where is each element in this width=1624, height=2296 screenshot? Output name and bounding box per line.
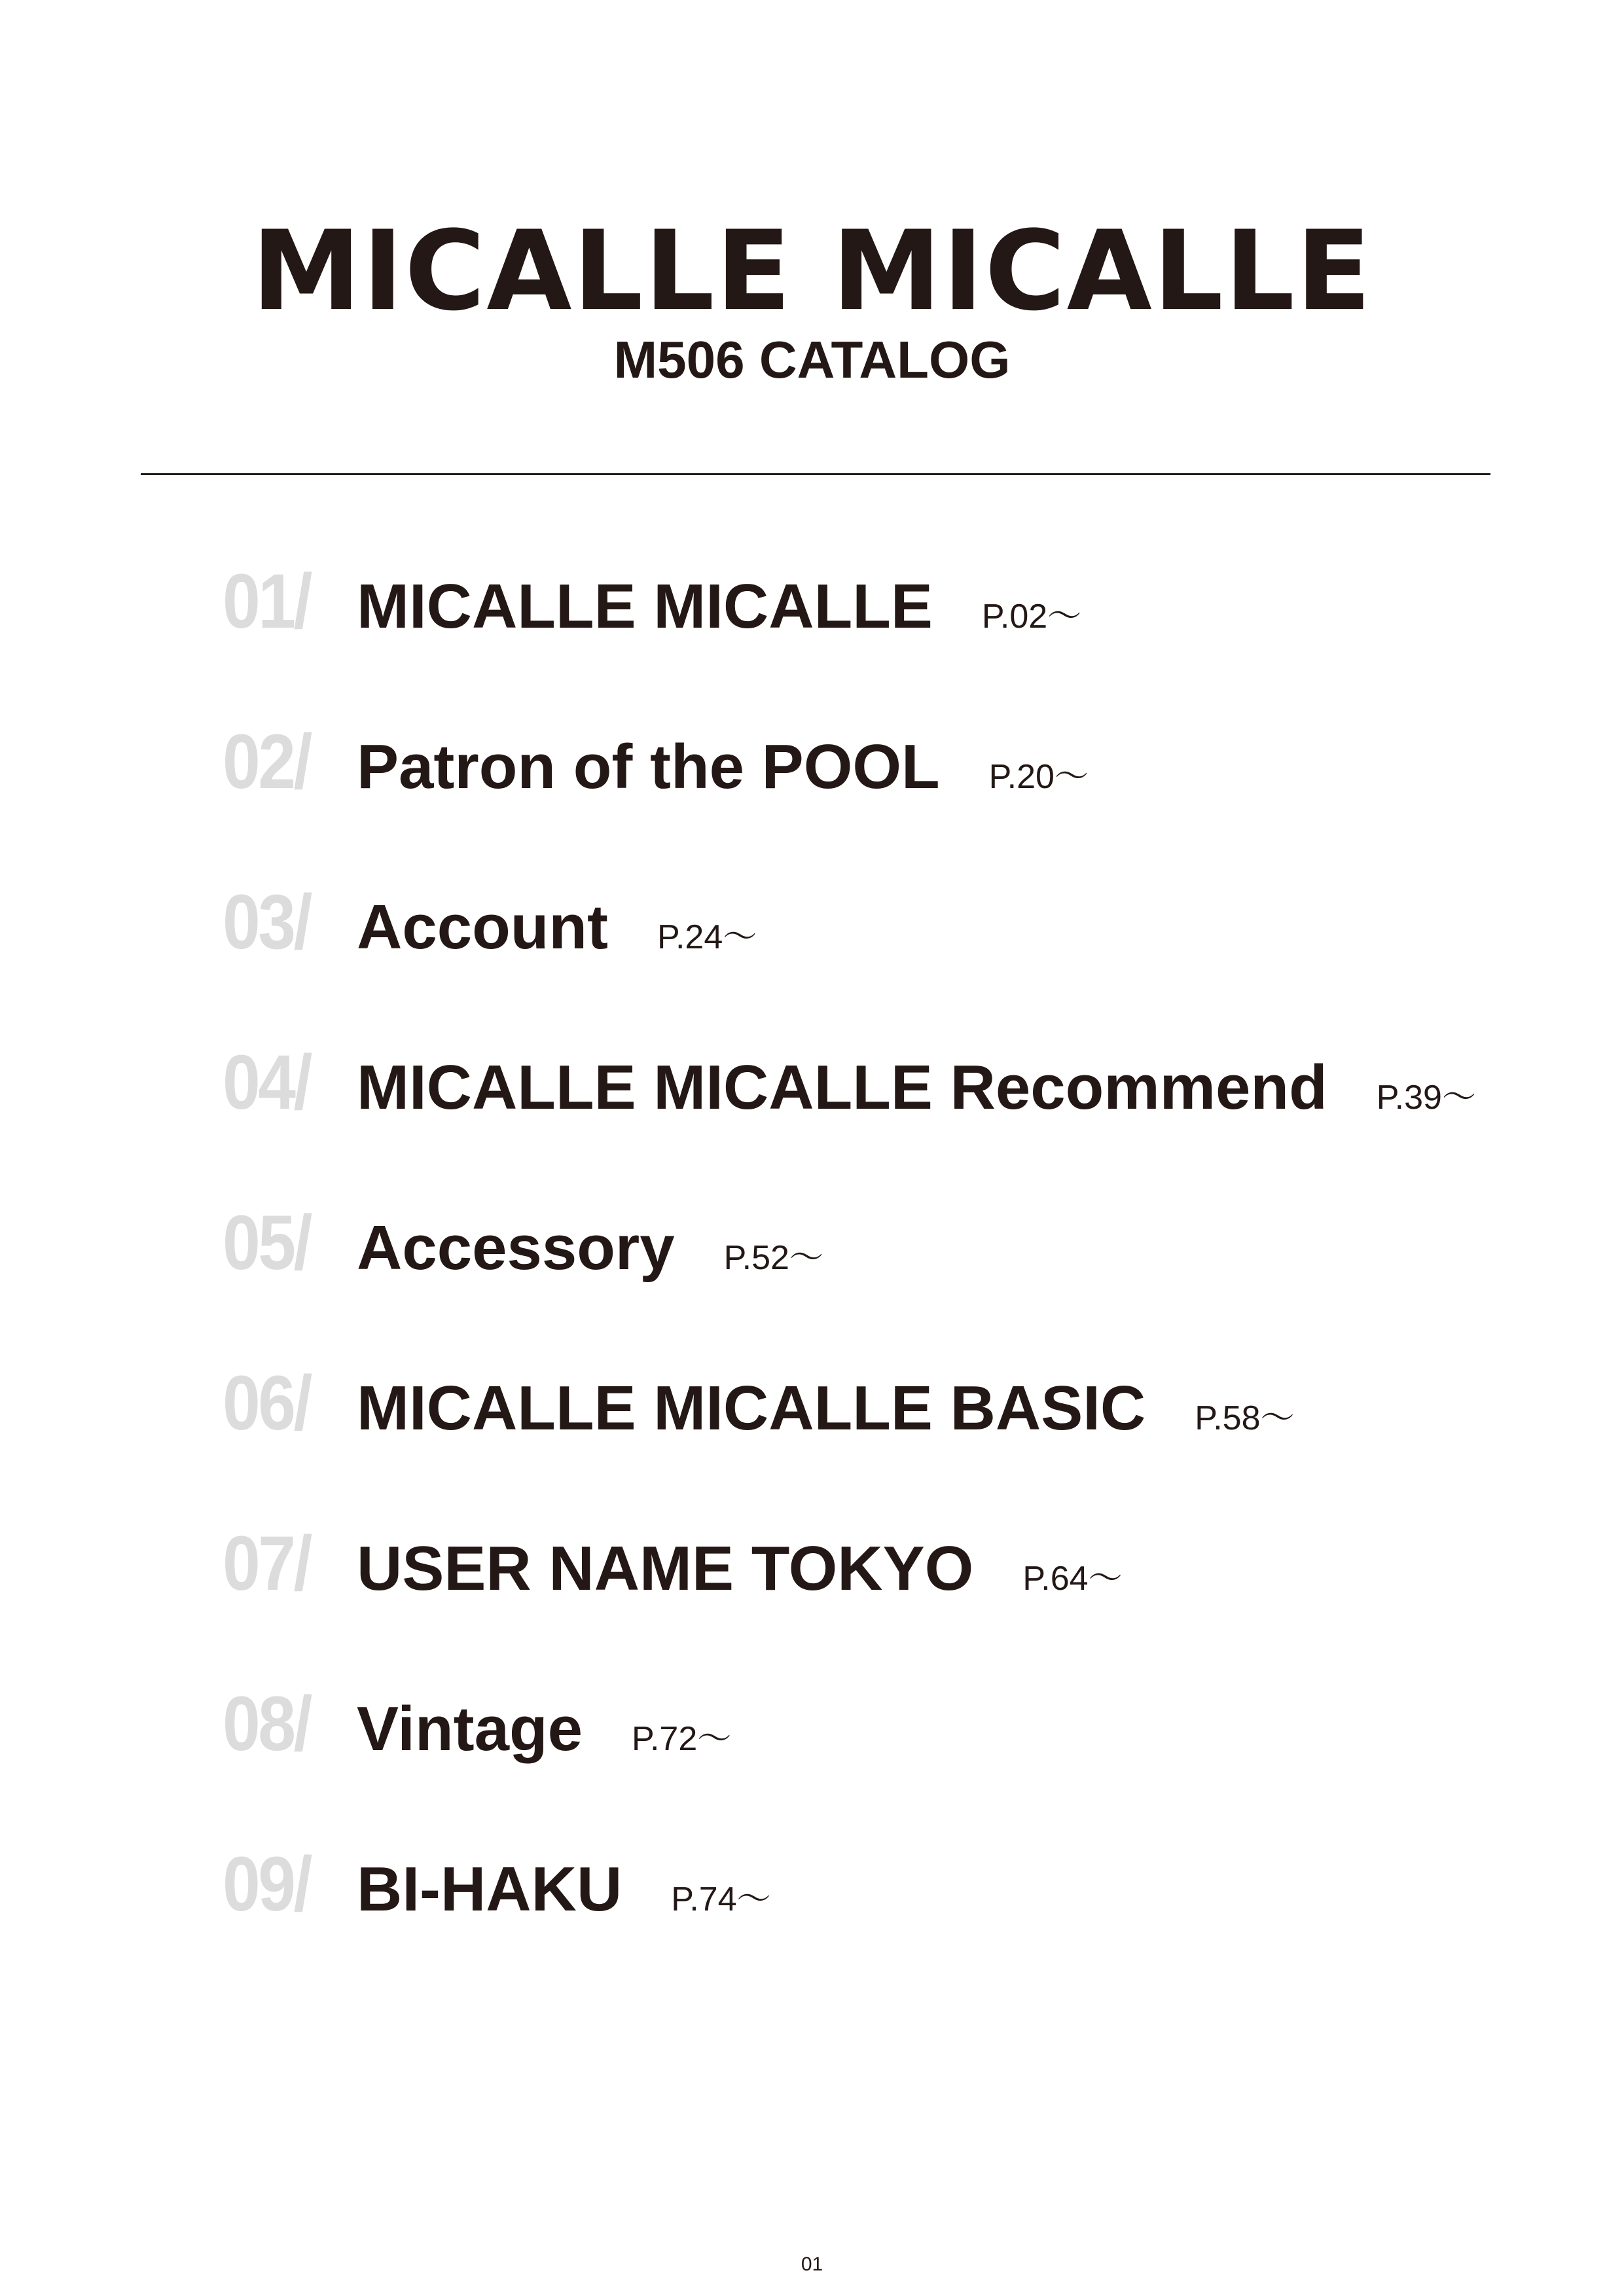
toc-title: MICALLE MICALLE BASIC — [357, 1373, 1146, 1443]
toc-item-07[interactable] — [223, 1520, 1597, 1617]
toc-number: 04/ — [223, 1039, 310, 1126]
toc-item-08[interactable] — [223, 1681, 1597, 1777]
toc-number: 01/ — [223, 558, 310, 645]
toc-number: 09/ — [223, 1841, 310, 1928]
toc-page-ref: P.74～ — [671, 1880, 771, 1918]
toc-item-03[interactable] — [223, 879, 1597, 975]
toc-number: 08/ — [223, 1681, 310, 1767]
toc-title: BI-HAKU — [357, 1854, 623, 1924]
catalog-subtitle: M506 CATALOG — [613, 331, 1011, 389]
toc-number: 06/ — [223, 1360, 310, 1446]
toc-page-ref: P.64～ — [1022, 1560, 1123, 1598]
toc-title: MICALLE MICALLE — [357, 571, 933, 641]
toc-number: 07/ — [223, 1520, 310, 1607]
toc-number: 03/ — [223, 879, 310, 965]
brand-logo: MICALLE MICALLE — [251, 207, 1373, 335]
toc-item-01[interactable] — [223, 558, 1597, 655]
page-number: 01 — [801, 2253, 823, 2275]
toc-item-05[interactable] — [223, 1200, 1597, 1296]
toc-page-ref: P.20～ — [988, 758, 1089, 796]
toc-title: Patron of the POOL — [357, 732, 940, 802]
toc-number: 02/ — [223, 719, 310, 805]
toc-title: Vintage — [357, 1694, 583, 1764]
toc-page-ref: P.39～ — [1376, 1079, 1476, 1117]
toc-title: USER NAME TOKYO — [357, 1534, 974, 1604]
toc-page-ref: P.58～ — [1195, 1399, 1295, 1437]
toc-item-02[interactable] — [223, 719, 1597, 815]
toc-number: 05/ — [223, 1200, 310, 1286]
toc-title: Accessory — [357, 1213, 675, 1283]
toc-page-ref: P.02～ — [981, 598, 1082, 636]
toc-page-ref: P.72～ — [632, 1720, 732, 1758]
toc-page-ref: P.52～ — [723, 1239, 823, 1277]
toc-item-09[interactable] — [223, 1841, 1597, 1937]
toc-item-04[interactable] — [223, 1039, 1597, 1136]
toc-title: Account — [357, 892, 608, 962]
toc-item-06[interactable] — [223, 1360, 1597, 1456]
toc-title: MICALLE MICALLE Recommend — [357, 1052, 1327, 1122]
toc-page-ref: P.24～ — [657, 918, 757, 956]
